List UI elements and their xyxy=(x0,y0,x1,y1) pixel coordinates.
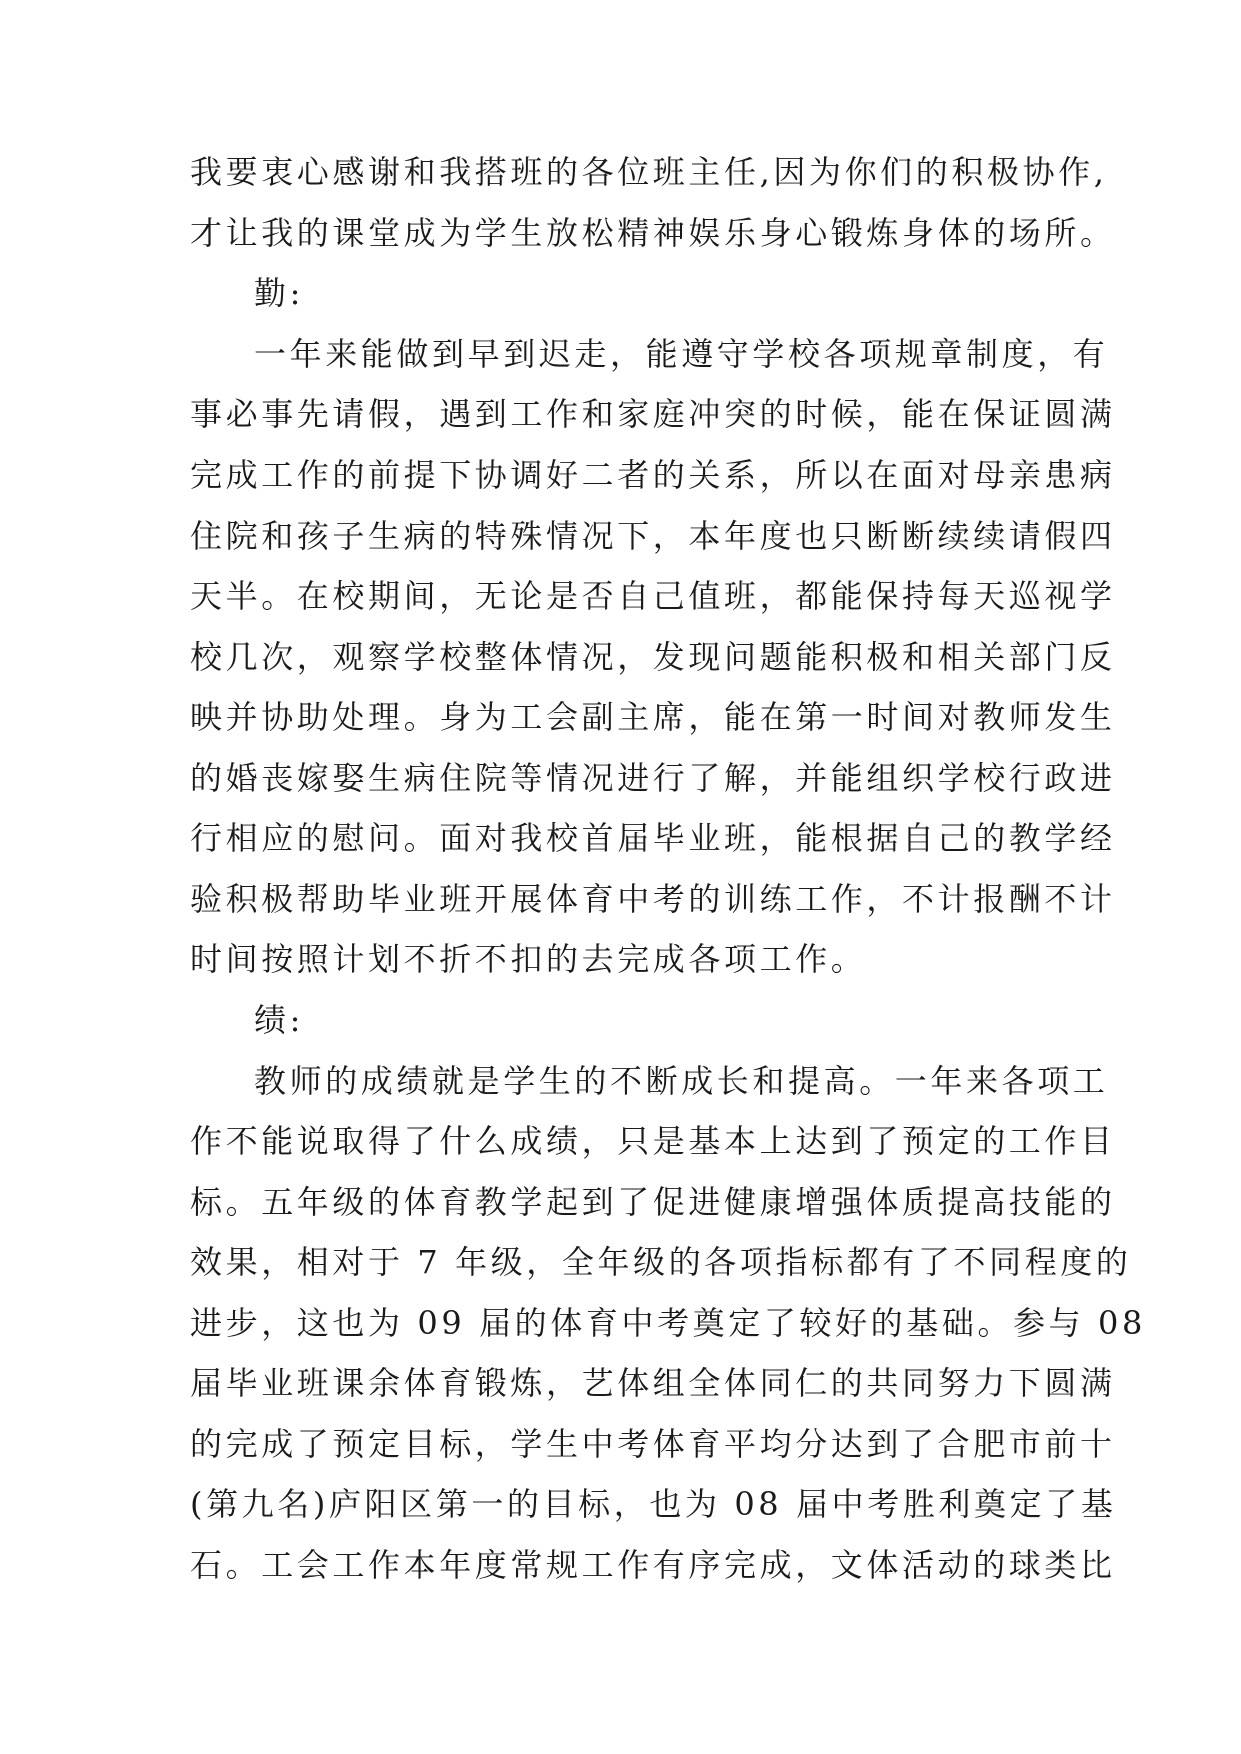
text-line: 验积极帮助毕业班开展体育中考的训练工作，不计报酬不计 xyxy=(190,880,1116,918)
section-heading-qin: 勤: xyxy=(254,274,304,312)
text-line: 才让我的课堂成为学生放松精神娱乐身心锻炼身体的场所。 xyxy=(190,214,1116,252)
text-line: 作不能说取得了什么成绩，只是基本上达到了预定的工作目 xyxy=(190,1122,1116,1160)
text-line: 校几次，观察学校整体情况，发现问题能积极和相关部门反 xyxy=(190,638,1116,676)
text-line: 住院和孩子生病的特殊情况下，本年度也只断断续续请假四 xyxy=(190,517,1116,555)
text-line: 行相应的慰问。面对我校首届毕业班，能根据自己的教学经 xyxy=(190,819,1116,857)
text-line: 天半。在校期间，无论是否自己值班，都能保持每天巡视学 xyxy=(190,577,1116,615)
text-line: 的婚丧嫁娶生病住院等情况进行了解，并能组织学校行政进 xyxy=(190,759,1116,797)
text-line: 进步，这也为 09 届的体育中考奠定了较好的基础。参与 08 xyxy=(190,1304,1146,1342)
text-line: 届毕业班课余体育锻炼，艺体组全体同仁的共同努力下圆满 xyxy=(190,1364,1116,1402)
text-line: 完成工作的前提下协调好二者的关系，所以在面对母亲患病 xyxy=(190,456,1116,494)
text-line: 事必事先请假，遇到工作和家庭冲突的时候，能在保证圆满 xyxy=(190,395,1116,433)
text-line: 标。五年级的体育教学起到了促进健康增强体质提高技能的 xyxy=(190,1183,1116,1221)
text-line: 时间按照计划不折不扣的去完成各项工作。 xyxy=(190,940,867,978)
text-line: 效果，相对于 7 年级，全年级的各项指标都有了不同程度的 xyxy=(190,1243,1132,1281)
paragraph-first-line: 一年来能做到早到迟走，能遵守学校各项规章制度，有 xyxy=(254,335,1109,373)
paragraph-first-line: 教师的成绩就是学生的不断成长和提高。一年来各项工 xyxy=(254,1062,1109,1100)
text-line: 我要衷心感谢和我搭班的各位班主任,因为你们的积极协作, xyxy=(190,153,1108,191)
text-line: 的完成了预定目标，学生中考体育平均分达到了合肥市前十 xyxy=(190,1425,1116,1463)
text-line: (第九名)庐阳区第一的目标，也为 08 届中考胜利奠定了基 xyxy=(190,1485,1117,1523)
text-line: 映并协助处理。身为工会副主席，能在第一时间对教师发生 xyxy=(190,698,1116,736)
section-heading-ji: 绩: xyxy=(254,1001,304,1039)
text-line: 石。工会工作本年度常规工作有序完成，文体活动的球类比 xyxy=(190,1546,1116,1584)
